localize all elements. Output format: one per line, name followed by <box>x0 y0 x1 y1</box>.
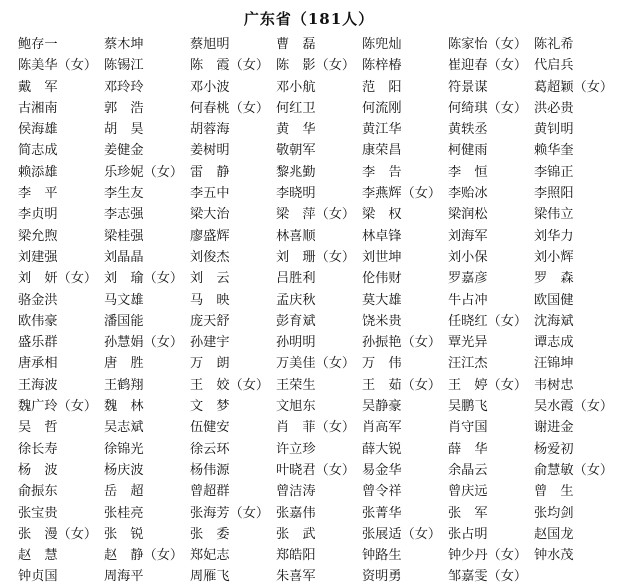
name-entry: 肖守国 <box>448 420 488 436</box>
name-entry: 唐承相 <box>18 356 58 372</box>
name-entry: 唐 胜 <box>104 356 144 372</box>
name-entry: 孙明明 <box>276 335 316 351</box>
name-entry: 汪锦坤 <box>534 356 574 372</box>
name-entry: 郑妃志 <box>190 548 230 564</box>
name-entry: 魏 林 <box>104 399 144 415</box>
name-entry: 邓小航 <box>276 79 316 95</box>
name-entry: 乐珍妮（女） <box>104 164 184 180</box>
name-entry: 王 婷（女） <box>448 377 528 393</box>
name-entry: 肖 菲（女） <box>276 420 356 436</box>
name-entry: 张 漫（女） <box>18 526 98 542</box>
name-entry: 孙振艳（女） <box>362 335 442 351</box>
name-entry: 张宝贵 <box>18 505 58 521</box>
name-entry: 俞慧敏（女） <box>534 462 614 478</box>
name-entry: 王 姣（女） <box>190 377 270 393</box>
name-entry: 刘小保 <box>448 249 488 265</box>
name-entry: 姜树明 <box>190 143 230 159</box>
name-entry: 王荣生 <box>276 377 316 393</box>
name-entry: 马文雄 <box>104 292 144 308</box>
name-entry: 梁 权 <box>362 207 402 223</box>
name-entry: 沈海斌 <box>534 313 574 329</box>
name-entry: 余晶云 <box>448 462 488 478</box>
name-entry: 吴静豪 <box>362 399 402 415</box>
name-entry: 曾令祥 <box>362 484 402 500</box>
name-entry: 许立珍 <box>276 441 316 457</box>
name-entry: 曾庆远 <box>448 484 488 500</box>
name-entry: 盛乐群 <box>18 335 58 351</box>
name-entry: 黎兆勤 <box>276 164 316 180</box>
name-entry: 伍健安 <box>190 420 230 436</box>
name-entry: 文旭东 <box>276 399 316 415</box>
name-entry: 钟路生 <box>362 548 402 564</box>
name-entry: 李照阳 <box>534 186 574 202</box>
name-entry: 张 武 <box>276 526 316 542</box>
name-entry: 万 朗 <box>190 356 230 372</box>
name-entry: 曾 生 <box>534 484 574 500</box>
name-entry: 孙建宇 <box>190 335 230 351</box>
name-entry: 符景谋 <box>448 79 488 95</box>
name-entry: 张 委 <box>190 526 230 542</box>
name-entry: 代启兵 <box>534 58 574 74</box>
name-entry: 郭 浩 <box>104 100 144 116</box>
name-entry: 胡蓉海 <box>190 122 230 138</box>
name-entry: 魏广玲（女） <box>18 399 98 415</box>
name-entry: 戴 军 <box>18 79 58 95</box>
name-entry: 刘建强 <box>18 249 58 265</box>
name-entry: 刘世坤 <box>362 249 402 265</box>
name-entry: 何春桃（女） <box>190 100 270 116</box>
name-entry: 雷 静 <box>190 164 230 180</box>
name-entry: 柯健雨 <box>448 143 488 159</box>
name-entry: 林卓锋 <box>362 228 402 244</box>
name-entry: 刘海军 <box>448 228 488 244</box>
name-entry: 姜健金 <box>104 143 144 159</box>
name-entry: 李 恒 <box>448 164 488 180</box>
name-entry: 陈 霞（女） <box>190 58 270 74</box>
name-entry: 梁润松 <box>448 207 488 223</box>
name-entry: 侯海雄 <box>18 122 58 138</box>
name-entry: 王海波 <box>18 377 58 393</box>
name-entry: 吴 哲 <box>18 420 58 436</box>
name-entry: 赖添雄 <box>18 164 58 180</box>
name-entry: 陈梓椿 <box>362 58 402 74</box>
name-entry: 梁桂强 <box>104 228 144 244</box>
name-entry: 李晓明 <box>276 186 316 202</box>
name-entry: 赵国龙 <box>534 526 574 542</box>
name-entry: 吴鹏飞 <box>448 399 488 415</box>
name-entry: 林喜顺 <box>276 228 316 244</box>
name-entry: 刘晶晶 <box>104 249 144 265</box>
name-entry: 周雁飞 <box>190 569 230 585</box>
name-entry: 刘小辉 <box>534 249 574 265</box>
name-entry: 曹 磊 <box>276 37 316 52</box>
name-entry: 李生友 <box>104 186 144 202</box>
name-entry: 陈家怡（女） <box>448 37 528 52</box>
name-entry: 杨庆波 <box>104 462 144 478</box>
name-entry: 崔迎春（女） <box>448 58 528 74</box>
name-entry: 梁 萍（女） <box>276 207 356 223</box>
name-entry: 刘 珊（女） <box>276 249 356 265</box>
name-entry: 邓小波 <box>190 79 230 95</box>
name-entry: 范 阳 <box>362 79 402 95</box>
name-entry: 莫大雄 <box>362 292 402 308</box>
name-entry: 张 军 <box>448 505 488 521</box>
name-entry: 罗 森 <box>534 271 574 287</box>
name-entry: 刘华力 <box>534 228 574 244</box>
name-entry: 葛超颖（女） <box>534 79 614 95</box>
name-entry: 刘 妍（女） <box>18 271 98 287</box>
name-entry: 鲍存一 <box>18 37 58 52</box>
name-entry: 薛大锐 <box>362 441 402 457</box>
name-entry: 易金华 <box>362 462 402 478</box>
name-entry: 徐长寿 <box>18 441 58 457</box>
name-entry: 钟贞国 <box>18 569 58 585</box>
name-entry: 何红卫 <box>276 100 316 116</box>
name-entry: 俞振东 <box>18 484 58 500</box>
name-entry: 曾洁涛 <box>276 484 316 500</box>
name-entry: 叶晓君（女） <box>276 462 356 478</box>
name-entry: 杨伟源 <box>190 462 230 478</box>
name-entry: 古湘南 <box>18 100 58 116</box>
name-entry: 黄江华 <box>362 122 402 138</box>
name-entry: 洪必贵 <box>534 100 574 116</box>
name-entry: 文 梦 <box>190 399 230 415</box>
name-entry: 任晓红（女） <box>448 313 528 329</box>
name-entry: 何绮琪（女） <box>448 100 528 116</box>
name-entry: 杨爱初 <box>534 441 574 457</box>
name-entry: 简志成 <box>18 143 58 159</box>
name-entry: 陈兜灿 <box>362 37 402 52</box>
name-entry: 刘 云 <box>190 271 230 287</box>
name-entry: 周海平 <box>104 569 144 585</box>
name-entry: 万 伟 <box>362 356 402 372</box>
name-entry: 何流刚 <box>362 100 402 116</box>
page-title: 广东省（181人） <box>243 10 375 28</box>
name-entry: 王鹤翔 <box>104 377 144 393</box>
name-entry: 刘 瑜（女） <box>104 271 184 287</box>
name-entry: 朱喜军 <box>276 569 316 585</box>
name-entry: 曾超群 <box>190 484 230 500</box>
name-entry: 李贻冰 <box>448 186 488 202</box>
name-entry: 罗嘉彦 <box>448 271 488 287</box>
name-entry: 张嘉伟 <box>276 505 316 521</box>
name-entry: 赵 慧 <box>18 548 58 564</box>
name-entry: 郑皓阳 <box>276 548 316 564</box>
name-entry: 张 锐 <box>104 526 144 542</box>
name-entry: 庞天舒 <box>190 313 230 329</box>
name-entry: 黄 华 <box>276 122 316 138</box>
name-entry: 李燕辉（女） <box>362 186 442 202</box>
name-entry: 钟少丹（女） <box>448 548 528 564</box>
name-entry: 胡 昊 <box>104 122 144 138</box>
name-entry: 资明勇 <box>362 569 402 585</box>
name-entry: 张桂亮 <box>104 505 144 521</box>
name-entry: 骆金洪 <box>18 292 58 308</box>
name-entry: 张展适（女） <box>362 526 442 542</box>
name-entry: 陈礼希 <box>534 37 574 52</box>
name-entry: 李锦正 <box>534 164 574 180</box>
name-entry: 梁伟立 <box>534 207 574 223</box>
name-list <box>18 34 618 588</box>
name-entry: 敬朝军 <box>276 143 316 159</box>
name-entry: 李贞明 <box>18 207 58 223</box>
name-entry: 李 平 <box>18 186 58 202</box>
name-entry: 彭育斌 <box>276 313 316 329</box>
name-entry: 吴志斌 <box>104 420 144 436</box>
name-entry: 谢进金 <box>534 420 574 436</box>
name-entry: 万美佳（女） <box>276 356 356 372</box>
name-entry: 杨 波 <box>18 462 58 478</box>
name-entry: 赵 静（女） <box>104 548 184 564</box>
name-entry: 康荣昌 <box>362 143 402 159</box>
name-entry: 牛占冲 <box>448 292 488 308</box>
name-entry: 梁大治 <box>190 207 230 223</box>
name-entry: 王 茹（女） <box>362 377 442 393</box>
name-entry: 伦伟财 <box>362 271 402 287</box>
name-entry: 欧国健 <box>534 292 574 308</box>
name-entry: 张海芳（女） <box>190 505 270 521</box>
name-entry: 徐锦光 <box>104 441 144 457</box>
name-entry: 李 告 <box>362 164 402 180</box>
name-entry: 蔡旭明 <box>190 37 230 52</box>
name-entry: 吴水霞（女） <box>534 399 614 415</box>
name-entry: 陈美华（女） <box>18 58 98 74</box>
name-entry: 张占明 <box>448 526 488 542</box>
name-entry: 孙慧娟（女） <box>104 335 184 351</box>
name-entry: 钟水茂 <box>534 548 574 564</box>
name-entry: 韦树忠 <box>534 377 574 393</box>
name-entry: 邓玲玲 <box>104 79 144 95</box>
name-entry: 廖盛辉 <box>190 228 230 244</box>
name-entry: 李五中 <box>190 186 230 202</box>
name-entry: 潘国能 <box>104 313 144 329</box>
name-entry: 陈 影（女） <box>276 58 356 74</box>
name-entry: 陈锡江 <box>104 58 144 74</box>
name-entry: 吕胜利 <box>276 271 316 287</box>
name-entry: 薛 华 <box>448 441 488 457</box>
name-entry: 蔡木坤 <box>104 37 144 52</box>
name-entry: 张菁华 <box>362 505 402 521</box>
name-entry: 覃光异 <box>448 335 488 351</box>
name-entry: 黄钊明 <box>534 122 574 138</box>
name-entry: 赖华奎 <box>534 143 574 159</box>
name-entry: 徐云环 <box>190 441 230 457</box>
name-entry: 欧伟豪 <box>18 313 58 329</box>
name-entry: 孟庆秋 <box>276 292 316 308</box>
name-entry: 谭志成 <box>534 335 574 351</box>
name-entry: 刘俊杰 <box>190 249 230 265</box>
name-entry: 汪江杰 <box>448 356 488 372</box>
name-entry: 张均剑 <box>534 505 574 521</box>
name-entry: 梁允煦 <box>18 228 58 244</box>
name-entry: 李志强 <box>104 207 144 223</box>
name-entry: 肖高军 <box>362 420 402 436</box>
name-entry: 马 映 <box>190 292 230 308</box>
name-entry: 黄轶丞 <box>448 122 488 138</box>
name-entry: 岳 超 <box>104 484 144 500</box>
name-entry: 邹嘉雯（女） <box>448 569 528 585</box>
name-entry: 饶米贵 <box>362 313 402 329</box>
